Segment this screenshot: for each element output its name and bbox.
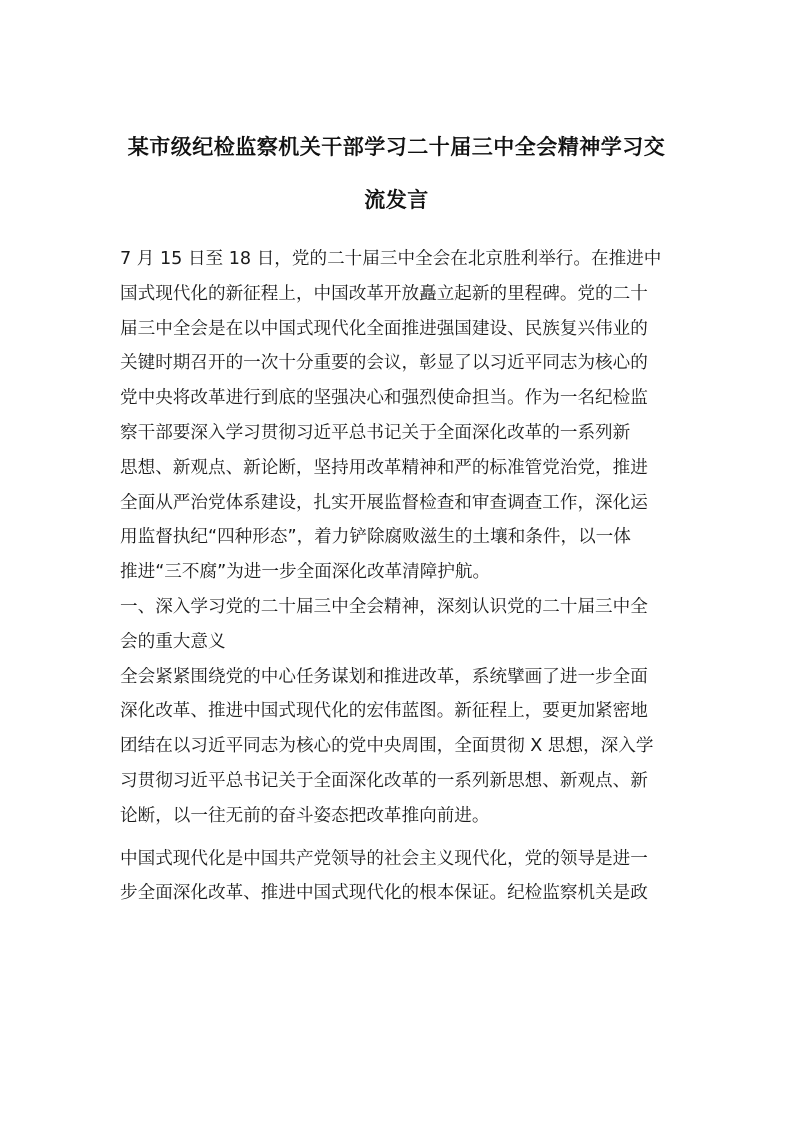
document-title-line-1: 某市级纪检监察机关干部学习二十届三中全会精神学习交: [127, 135, 666, 159]
text-line: 中国式现代化是中国共产党领导的社会主义现代化，党的领导是进一: [120, 848, 648, 869]
text-line: 推进“三不腐”为进一步全面深化改革清障护航。: [120, 562, 491, 583]
text-line: 一、深入学习党的二十届三中全会精神，深刻认识党的二十届三中全: [120, 596, 648, 617]
text-line: 全会紧紧围绕党的中心任务谋划和推进改革，系统擘画了进一步全面: [120, 666, 648, 687]
paragraph-body-2: [120, 842, 676, 912]
text-line: 团结在以习近平同志为核心的党中央周围，全面贯彻 X 思想，深入学: [120, 736, 654, 757]
text-line: 关键时期召开的一次十分重要的会议，彰显了以习近平同志为核心的: [120, 353, 648, 374]
document-title-line-2: 流发言: [364, 188, 429, 212]
paragraph-gap: [120, 834, 676, 842]
text-line: 7 月 15 日至 18 日，党的二十届三中全会在北京胜利举行。在推进中: [120, 249, 662, 269]
text-line: 论断，以一往无前的奋斗姿态把改革推向前进。: [120, 805, 490, 826]
text-line: 届三中全会是在以中国式现代化全面推进强国建设、民族复兴伟业的: [120, 318, 648, 339]
text-line: 察干部要深入学习贯彻习近平总书记关于全面深化改革的一系列新: [120, 422, 631, 443]
paragraph-intro: [120, 242, 676, 590]
text-line: 深化改革、推进中国式现代化的宏伟蓝图。新征程上，要更加紧密地: [120, 701, 648, 722]
section-heading-1: [120, 590, 676, 660]
text-line: 全面从严治党体系建设，扎实开展监督检查和审查调查工作，深化运: [120, 492, 648, 513]
text-line: 党中央将改革进行到底的坚强决心和强烈使命担当。作为一名纪检监: [120, 388, 648, 409]
document-body: [120, 242, 676, 911]
text-line: 习贯彻习近平总书记关于全面深化改革的一系列新思想、新观点、新: [120, 770, 648, 791]
text-line: 国式现代化的新征程上，中国改革开放矗立起新的里程碑。党的二十: [120, 283, 648, 304]
paragraph-body-1: [120, 660, 676, 834]
text-line: 步全面深化改革、推进中国式现代化的根本保证。纪检监察机关是政: [120, 883, 648, 904]
text-line: 用监督执纪“四种形态”，着力铲除腐败滋生的土壤和条件，以一体: [120, 527, 631, 548]
text-line: 思想、新观点、新论断，坚持用改革精神和严的标准管党治党，推进: [120, 457, 648, 478]
text-line: 会的重大意义: [120, 631, 226, 652]
